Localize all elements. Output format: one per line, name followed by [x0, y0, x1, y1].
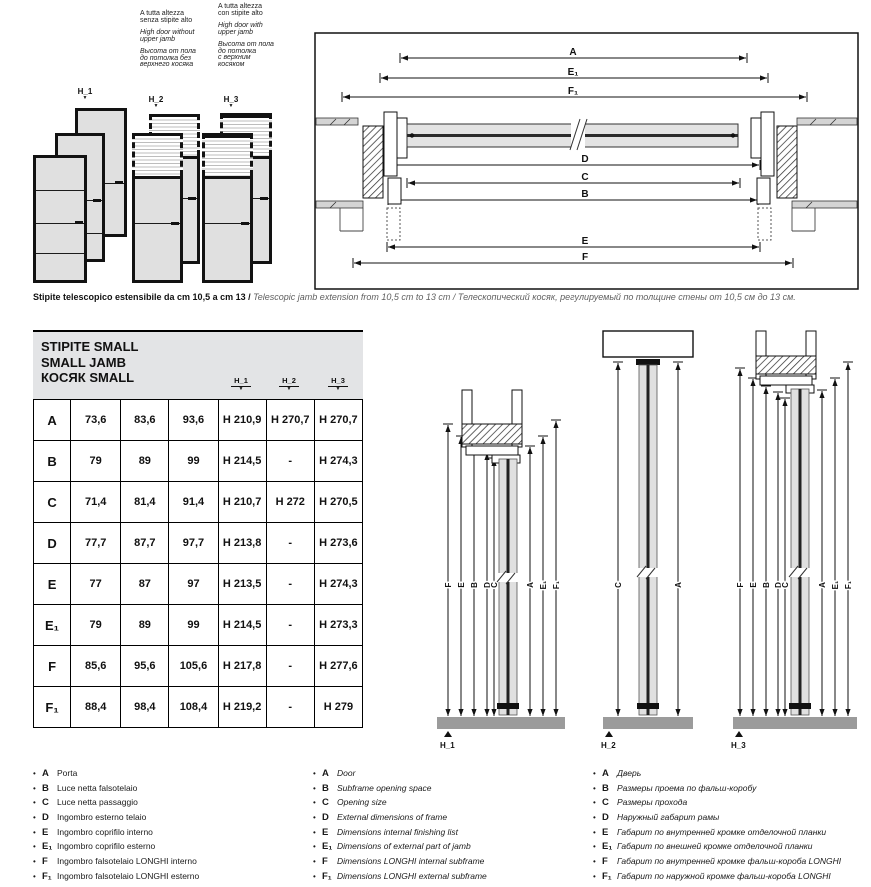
legend-letter: D [322, 812, 329, 824]
value-cell: 87,7 [121, 523, 169, 564]
legend-letter: F₁ [322, 870, 332, 882]
legend-item [313, 783, 585, 798]
dim-line [817, 390, 827, 716]
bullet-icon: • [313, 857, 316, 867]
dim-label: B [762, 582, 771, 588]
value-cell: - [266, 646, 314, 687]
bullet-icon: • [33, 842, 36, 852]
bullet-icon: • [593, 871, 596, 881]
value-cell: H 217,8 [218, 646, 266, 687]
hatched-wall-sections [363, 126, 797, 198]
dim-label: B [581, 189, 589, 200]
dim-line [538, 436, 548, 716]
column-header-h1 [217, 376, 265, 391]
value-cell: 73,6 [71, 400, 121, 441]
value-cell: 79 [71, 605, 121, 646]
table-row [34, 564, 363, 605]
table-row [34, 646, 363, 687]
bullet-icon: • [593, 827, 596, 837]
legend-letter: A [602, 768, 609, 779]
door-panel-section [407, 119, 738, 150]
value-cell: 79 [71, 441, 121, 482]
value-cell: 99 [169, 441, 218, 482]
row-label-cell: A [34, 400, 71, 441]
legend-letter: E [602, 826, 609, 838]
floor-marker-h1 [444, 731, 452, 737]
dim-line [380, 67, 768, 83]
value-cell: - [266, 523, 314, 564]
value-cell: H 219,2 [218, 687, 266, 728]
bullet-icon: • [593, 842, 596, 852]
value-cell: H 270,7 [266, 400, 314, 441]
bullet-icon: • [313, 842, 316, 852]
legend-text: Габарит по внутренней кромке отделочной планки [617, 826, 827, 837]
value-cell: 91,4 [169, 482, 218, 523]
dim-line [673, 362, 683, 716]
legend-item [593, 768, 865, 783]
dim-label: D [774, 582, 783, 588]
dim-line [773, 392, 783, 716]
intro-paragraph: Высота от пола до потолка без верхнего косяка [140, 47, 196, 69]
door-group-label-h2 [139, 95, 173, 108]
vertical-dimension-lines [443, 362, 853, 716]
dim-label: C [581, 172, 589, 183]
legend-letter: F₁ [42, 870, 52, 882]
down-triangle-icon: ▼ [228, 103, 234, 109]
dim-label: E [581, 236, 589, 247]
legend-text: Dimensions LONGHI internal subframe [337, 856, 485, 867]
floor-marker-h2 [605, 731, 613, 737]
legend-text: Размеры проема по фальш-коробу [617, 782, 757, 793]
value-cell: 108,4 [169, 687, 218, 728]
dim-label: C [614, 582, 623, 588]
legend-item [33, 783, 305, 798]
legend-item [33, 856, 305, 871]
value-cell: 89 [121, 441, 169, 482]
door-group-label-text: H_2 [148, 95, 164, 104]
legend-item [313, 768, 585, 783]
floor-label-h2: H_2 [601, 741, 616, 750]
legend-letter: B [602, 782, 609, 794]
value-cell: H 273,6 [314, 523, 362, 564]
legend-letter: F₁ [602, 870, 612, 882]
legend-item [33, 812, 305, 827]
bullet-icon: • [33, 871, 36, 881]
legend-item [33, 768, 305, 783]
dim-line [489, 458, 499, 716]
table-title-en: SMALL JAMB [41, 354, 126, 370]
dim-label: D [581, 154, 589, 165]
vertical-section-drawings [437, 331, 857, 750]
dim-label: F [581, 252, 589, 263]
door-handle-icon [260, 197, 268, 200]
dim-line [456, 436, 466, 716]
legend-letter: F [602, 856, 608, 868]
door-handle-icon [171, 222, 179, 225]
value-cell: 98,4 [121, 687, 169, 728]
bullet-icon: • [313, 813, 316, 823]
value-cell: H 273,3 [314, 605, 362, 646]
legend-text: Ingombro esterno telaio [57, 812, 147, 823]
column-header-text: H_2 [279, 376, 299, 387]
door-seam [36, 253, 84, 254]
plan-section-drawing [315, 33, 858, 289]
floor-label-h1: H_1 [440, 741, 455, 750]
down-triangle-icon: ▼ [238, 386, 244, 392]
dim-line [353, 252, 793, 268]
dim-label: E₁ [831, 580, 840, 590]
table-row [34, 605, 363, 646]
legend-letter: D [42, 812, 49, 824]
legend-item [593, 871, 865, 886]
legend-english [313, 768, 585, 886]
intro-paragraph: Высота от пола до потолка с верхним косяком [218, 40, 274, 69]
dim-label: A [526, 582, 535, 588]
value-cell: 97 [169, 564, 218, 605]
caption-bold: Stipite telescopico estensibile da cm 10,5 a cm 13 / [33, 292, 254, 302]
value-cell: H 214,5 [218, 605, 266, 646]
bullet-icon: • [33, 827, 36, 837]
intro-text-h3 [218, 4, 296, 74]
legend-item [593, 783, 865, 798]
value-cell: 88,4 [71, 687, 121, 728]
vertical-section-h2 [603, 331, 693, 715]
intro-paragraph: A tutta altezza senza stipite alto [140, 10, 193, 24]
legend-text: Габарит по внутренней кромке фальш-короба LONGHI [617, 856, 842, 867]
row-label-cell: C [34, 482, 71, 523]
down-triangle-icon: ▼ [82, 95, 88, 101]
row-label-cell: F [34, 646, 71, 687]
legend-letter: C [602, 797, 609, 809]
legend-text: Porta [57, 768, 78, 778]
legend-letter: D [602, 812, 609, 824]
intro-paragraph: High door without upper jamb [140, 28, 195, 43]
bullet-icon: • [313, 871, 316, 881]
value-cell: - [266, 687, 314, 728]
legend-letter: E₁ [322, 841, 333, 853]
value-cell: H 270,7 [314, 400, 362, 441]
floor-labels [440, 731, 746, 750]
bullet-icon: • [593, 813, 596, 823]
legend-text: Luce netta passaggio [57, 797, 138, 808]
dim-label: F₁ [552, 580, 561, 590]
value-cell: 77 [71, 564, 121, 605]
dim-line [407, 172, 740, 188]
legend-letter: E₁ [42, 841, 53, 853]
value-cell: 93,6 [169, 400, 218, 441]
door-illustration-telescopic [202, 133, 253, 283]
down-triangle-icon: ▼ [153, 103, 159, 109]
dim-label: A [674, 582, 683, 588]
door-handle-icon [93, 199, 101, 202]
value-cell: 85,6 [71, 646, 121, 687]
legend-text: Ingombro falsotelaio LONGHI interno [57, 856, 197, 867]
row-label-cell: D [34, 523, 71, 564]
legend-text: Dimensions of external part of jamb [337, 841, 471, 852]
value-cell: 99 [169, 605, 218, 646]
column-header-text: H_3 [328, 376, 348, 387]
value-cell: 87 [121, 564, 169, 605]
legend-item [313, 812, 585, 827]
legend-text: Размеры прохода [617, 797, 688, 808]
caption-italic: Telescopic jamb extension from 10,5 cm to 13 cm / Телескопический косяк, регулируемый по толщине стены от 10,5 см до 13 см. [253, 292, 796, 302]
legend-text: Door [337, 768, 356, 778]
column-header-h3 [313, 376, 363, 391]
legend-letter: C [42, 797, 49, 809]
bullet-icon: • [313, 798, 316, 808]
dim-line [387, 236, 760, 252]
column-header-text: H_1 [231, 376, 251, 387]
legend-letter: F [322, 856, 328, 868]
door-seam [36, 190, 84, 191]
floor-label-h3: H_3 [731, 741, 746, 750]
legend-letter: E [322, 826, 329, 838]
value-cell: H 277,6 [314, 646, 362, 687]
legend-letter: A [42, 768, 49, 779]
door-handle-icon [115, 181, 123, 184]
door-handle-icon [188, 197, 196, 200]
value-cell: H 213,8 [218, 523, 266, 564]
dim-label: E [457, 582, 466, 588]
value-cell: H 210,7 [218, 482, 266, 523]
value-cell: H 272 [266, 482, 314, 523]
bullet-icon: • [33, 769, 36, 778]
legend-letter: E₁ [602, 841, 613, 853]
dim-line [469, 446, 479, 716]
dim-label: F₁ [844, 580, 853, 590]
legend-text: Ingombro coprifilo esterno [57, 841, 156, 852]
intro-text-h2 [140, 11, 218, 74]
dim-line [400, 47, 747, 63]
value-cell: 97,7 [169, 523, 218, 564]
table-row [34, 523, 363, 564]
legend-text: Ingombro coprifilo interno [57, 826, 153, 837]
door-illustration [33, 155, 87, 283]
value-cell: H 274,3 [314, 441, 362, 482]
dim-label: D [483, 582, 492, 588]
door-illustration-telescopic [132, 133, 183, 283]
legend-text: Ingombro falsotelaio LONGHI esterno [57, 870, 200, 881]
bullet-icon: • [313, 827, 316, 837]
table-row [34, 441, 363, 482]
bullet-icon: • [593, 857, 596, 867]
dim-line [385, 154, 760, 170]
dim-line [342, 86, 807, 102]
row-label-cell: E₁ [34, 605, 71, 646]
legend-letter: C [322, 797, 329, 809]
dim-line [761, 386, 771, 716]
dim-label: C [781, 582, 790, 588]
table-header [33, 332, 363, 399]
table-title-ru: КОСЯК SMALL [41, 370, 135, 385]
dim-line [443, 424, 453, 716]
dim-line [613, 362, 623, 716]
dim-label: A [818, 582, 827, 588]
door-group-label-text: H_1 [77, 87, 93, 96]
value-cell: H 279 [314, 687, 362, 728]
door-body [132, 176, 183, 283]
value-cell: H 274,3 [314, 564, 362, 605]
value-cell: 89 [121, 605, 169, 646]
bullet-icon: • [593, 783, 596, 793]
bullet-icon: • [33, 813, 36, 823]
bullet-icon: • [313, 769, 316, 778]
door-group-label-h1 [68, 87, 102, 100]
dim-line [735, 368, 745, 716]
value-cell: 95,6 [121, 646, 169, 687]
dim-label: C [490, 582, 499, 588]
value-cell: H 210,9 [218, 400, 266, 441]
dim-line [551, 420, 561, 716]
dim-label: E [749, 582, 758, 588]
legend-text: Dimensions internal finishing list [337, 826, 458, 837]
value-cell: - [266, 564, 314, 605]
legend-text: External dimensions of frame [337, 812, 448, 823]
dim-label: F [736, 582, 745, 588]
table-row [34, 482, 363, 523]
legend-item [593, 797, 865, 812]
legend-text: Opening size [337, 797, 387, 808]
value-cell: H 214,5 [218, 441, 266, 482]
value-cell: 81,4 [121, 482, 169, 523]
legend-text: Габарит по внешней кромке отделочной планки [617, 841, 813, 852]
wall-below-outline [340, 208, 815, 231]
bullet-icon: • [33, 857, 36, 867]
value-cell: - [266, 441, 314, 482]
legend-text: Габарит по наружной кромке фальш-короба LONGHI [617, 870, 831, 881]
legend-item [313, 827, 585, 842]
jamb-profiles [384, 112, 774, 240]
legend-item [593, 856, 865, 871]
legend-text: Дверь [617, 768, 642, 778]
legend-item [33, 797, 305, 812]
legend-item [33, 871, 305, 886]
door-body [202, 176, 253, 283]
legend-item [313, 856, 585, 871]
intro-paragraph: A tutta altezza con stipite alto [218, 3, 263, 17]
legend-letter: E [42, 826, 49, 838]
legend-item [33, 827, 305, 842]
value-cell: H 270,5 [314, 482, 362, 523]
dim-line [843, 362, 853, 716]
spec-table [33, 399, 363, 728]
dim-label: F [444, 582, 453, 588]
caption [33, 292, 863, 302]
dim-line [830, 378, 840, 716]
legend-item [593, 841, 865, 856]
down-triangle-icon: ▼ [286, 386, 292, 392]
legend-item [313, 871, 585, 886]
door-group-label-text: H_3 [223, 95, 239, 104]
dim-label: F₁ [567, 86, 579, 97]
bullet-icon: • [33, 783, 36, 793]
legend-letter: A [322, 768, 329, 779]
bullet-icon: • [33, 798, 36, 808]
floor-marker-h3 [735, 731, 743, 737]
value-cell: 105,6 [169, 646, 218, 687]
table-row [34, 400, 363, 441]
bullet-icon: • [593, 769, 596, 778]
legend-italian [33, 768, 305, 886]
legend-text: Luce netta falsotelaio [57, 782, 138, 793]
value-cell: 71,4 [71, 482, 121, 523]
legend-item [33, 841, 305, 856]
intro-paragraph: High door with upper jamb [218, 21, 263, 36]
legend-russian [593, 768, 865, 886]
vertical-section-h3 [756, 331, 816, 715]
legend-text: Dimensions LONGHI external subframe [337, 870, 487, 881]
row-label-cell: F₁ [34, 687, 71, 728]
dim-line [482, 452, 492, 716]
dim-line [525, 446, 535, 716]
dim-line [388, 189, 758, 205]
legend-text: Subframe opening space [337, 782, 432, 793]
legend-letter: B [322, 782, 329, 794]
dim-label: E₁ [567, 67, 579, 78]
down-triangle-icon: ▼ [335, 386, 341, 392]
value-cell: 83,6 [121, 400, 169, 441]
wall-surface-bands [316, 118, 857, 208]
door-handle-icon [75, 221, 83, 224]
value-cell: 77,7 [71, 523, 121, 564]
column-header-h2 [265, 376, 313, 391]
plan-dimension-lines [342, 47, 807, 268]
dim-line [748, 378, 758, 716]
dim-label: A [569, 47, 577, 58]
table-title-it: STIPITE SMALL [41, 339, 139, 354]
door-handle-icon [241, 222, 249, 225]
table-row [34, 687, 363, 728]
legend-letter: F [42, 856, 48, 868]
telescopic-extension [132, 133, 183, 176]
legend-item [313, 797, 585, 812]
telescopic-extension [202, 133, 253, 176]
value-cell: H 213,5 [218, 564, 266, 605]
row-label-cell: E [34, 564, 71, 605]
vertical-section-h1 [462, 390, 522, 715]
dim-line [780, 398, 790, 716]
legend-text: Наружный габарит рамы [617, 812, 720, 823]
floor-bars [437, 717, 857, 729]
bullet-icon: • [313, 783, 316, 793]
dim-label: E₁ [539, 580, 548, 590]
dimension-table [33, 330, 363, 728]
value-cell: - [266, 605, 314, 646]
legend-item [593, 812, 865, 827]
legend-letter: B [42, 782, 49, 794]
row-label-cell: B [34, 441, 71, 482]
door-group-label-h3 [214, 95, 248, 108]
legend-item [593, 827, 865, 842]
dim-label: B [470, 582, 479, 588]
legend-item [313, 841, 585, 856]
bullet-icon: • [593, 798, 596, 808]
